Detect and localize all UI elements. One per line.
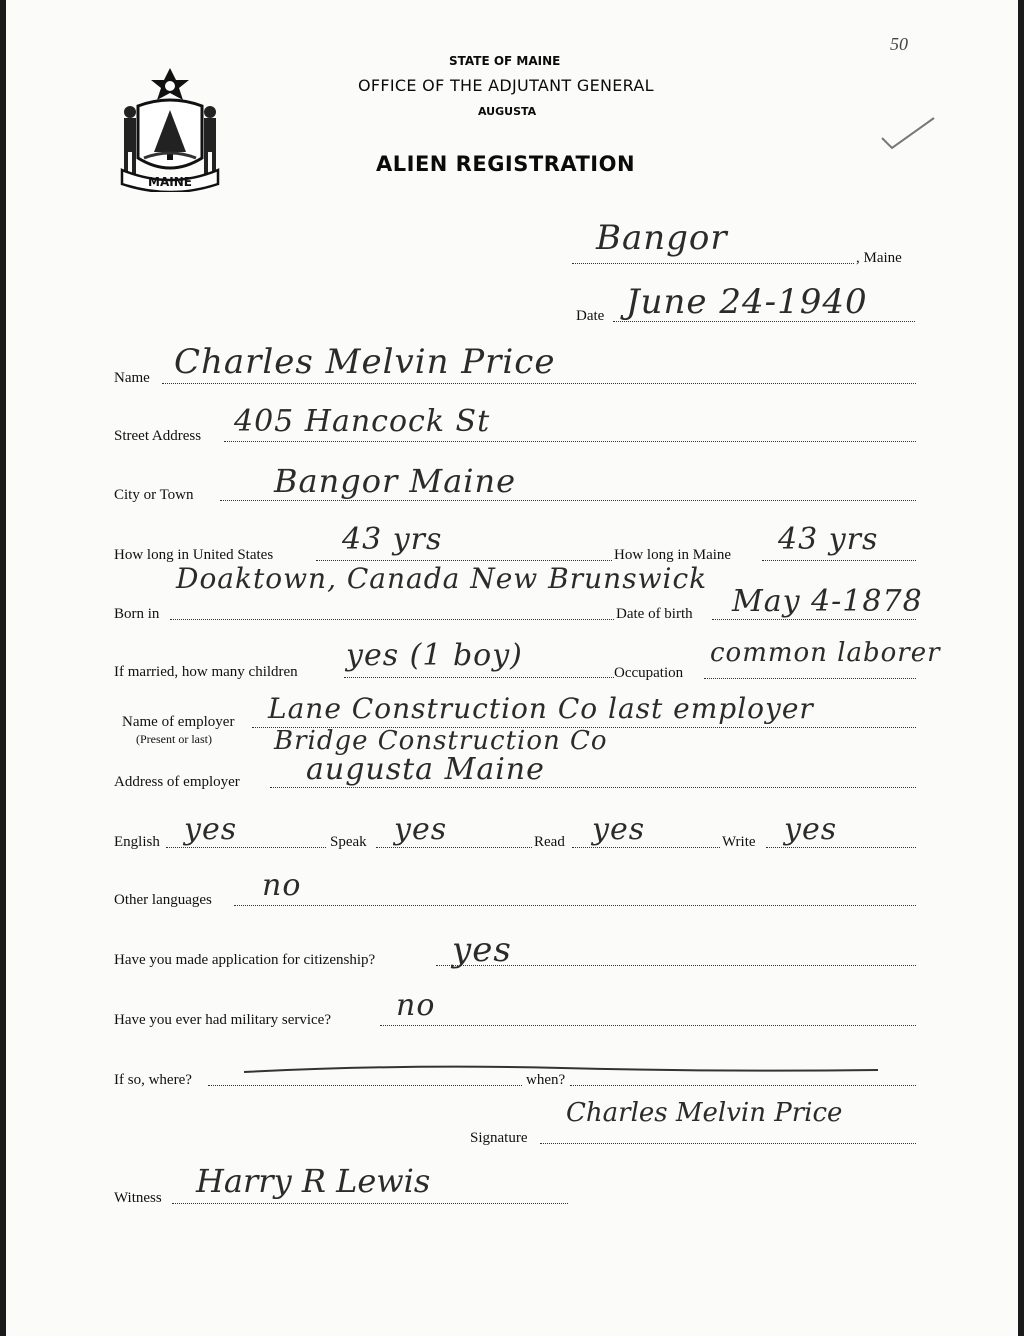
dob-label: Date of birth <box>616 606 693 622</box>
employer-addr-label: Address of employer <box>114 774 240 790</box>
where-label: If so, where? <box>114 1072 192 1088</box>
employer-label: Name of employer <box>122 714 235 730</box>
write-value: yes <box>784 812 838 847</box>
header-office: OFFICE OF THE ADJUTANT GENERAL <box>358 76 654 95</box>
citizenship-value: yes <box>452 930 512 970</box>
date-value: June 24-1940 <box>626 282 868 322</box>
military-value: no <box>396 988 436 1023</box>
children-value: yes (1 boy) <box>346 638 523 673</box>
employer-sub-label: (Present or last) <box>136 732 212 746</box>
english-value: yes <box>184 812 238 847</box>
name-value: Charles Melvin Price <box>174 342 556 382</box>
place-value: Bangor <box>596 218 728 258</box>
read-value: yes <box>592 812 646 847</box>
born-value: Doaktown, Canada New Brunswick <box>176 562 708 595</box>
speak-label: Speak <box>330 834 367 850</box>
strike-line <box>242 1060 882 1080</box>
employer-value: Lane Construction Co last employer <box>268 692 814 725</box>
long-us-label: How long in United States <box>114 547 274 563</box>
other-lang-label: Other languages <box>114 892 212 908</box>
city-label: City or Town <box>114 487 194 503</box>
read-label: Read <box>534 834 565 850</box>
other-lang-value: no <box>262 868 302 903</box>
signature-value: Charles Melvin Price <box>566 1098 843 1128</box>
occupation-value: common laborer <box>710 638 941 668</box>
occupation-label: Occupation <box>614 665 684 681</box>
born-label: Born in <box>114 606 160 622</box>
long-maine-value: 43 yrs <box>778 522 879 557</box>
military-label: Have you ever had military service? <box>114 1012 331 1028</box>
check-mark-icon <box>878 112 938 152</box>
street-label: Street Address <box>114 428 202 444</box>
corner-mark: 50 <box>890 34 908 54</box>
speak-value: yes <box>394 812 448 847</box>
city-value: Bangor Maine <box>274 462 517 500</box>
employer-addr-value: augusta Maine <box>306 752 545 787</box>
english-label: English <box>114 834 160 850</box>
maine-seal-icon <box>116 66 224 192</box>
street-value: 405 Hancock St <box>234 404 491 439</box>
long-us-value: 43 yrs <box>342 522 443 557</box>
date-label: Date <box>576 308 605 324</box>
maine-label: , Maine <box>856 250 902 266</box>
long-maine-label: How long in Maine <box>614 547 732 563</box>
seal-text: MAINE <box>148 175 192 189</box>
signature-label: Signature <box>470 1130 528 1146</box>
name-label: Name <box>114 370 150 386</box>
married-label: If married, how many children <box>114 664 298 680</box>
witness-value: Harry R Lewis <box>196 1162 431 1200</box>
form-title: ALIEN REGISTRATION <box>376 152 636 176</box>
header-city: AUGUSTA <box>478 105 537 118</box>
when-label: when? <box>526 1072 566 1088</box>
citizenship-label: Have you made application for citizenship? <box>114 952 376 968</box>
write-label: Write <box>722 834 756 850</box>
witness-label: Witness <box>114 1190 162 1206</box>
employer-value-2: Bridge Construction Co <box>274 726 608 756</box>
header-state: STATE OF MAINE <box>449 54 561 68</box>
dob-value: May 4-1878 <box>732 584 923 619</box>
